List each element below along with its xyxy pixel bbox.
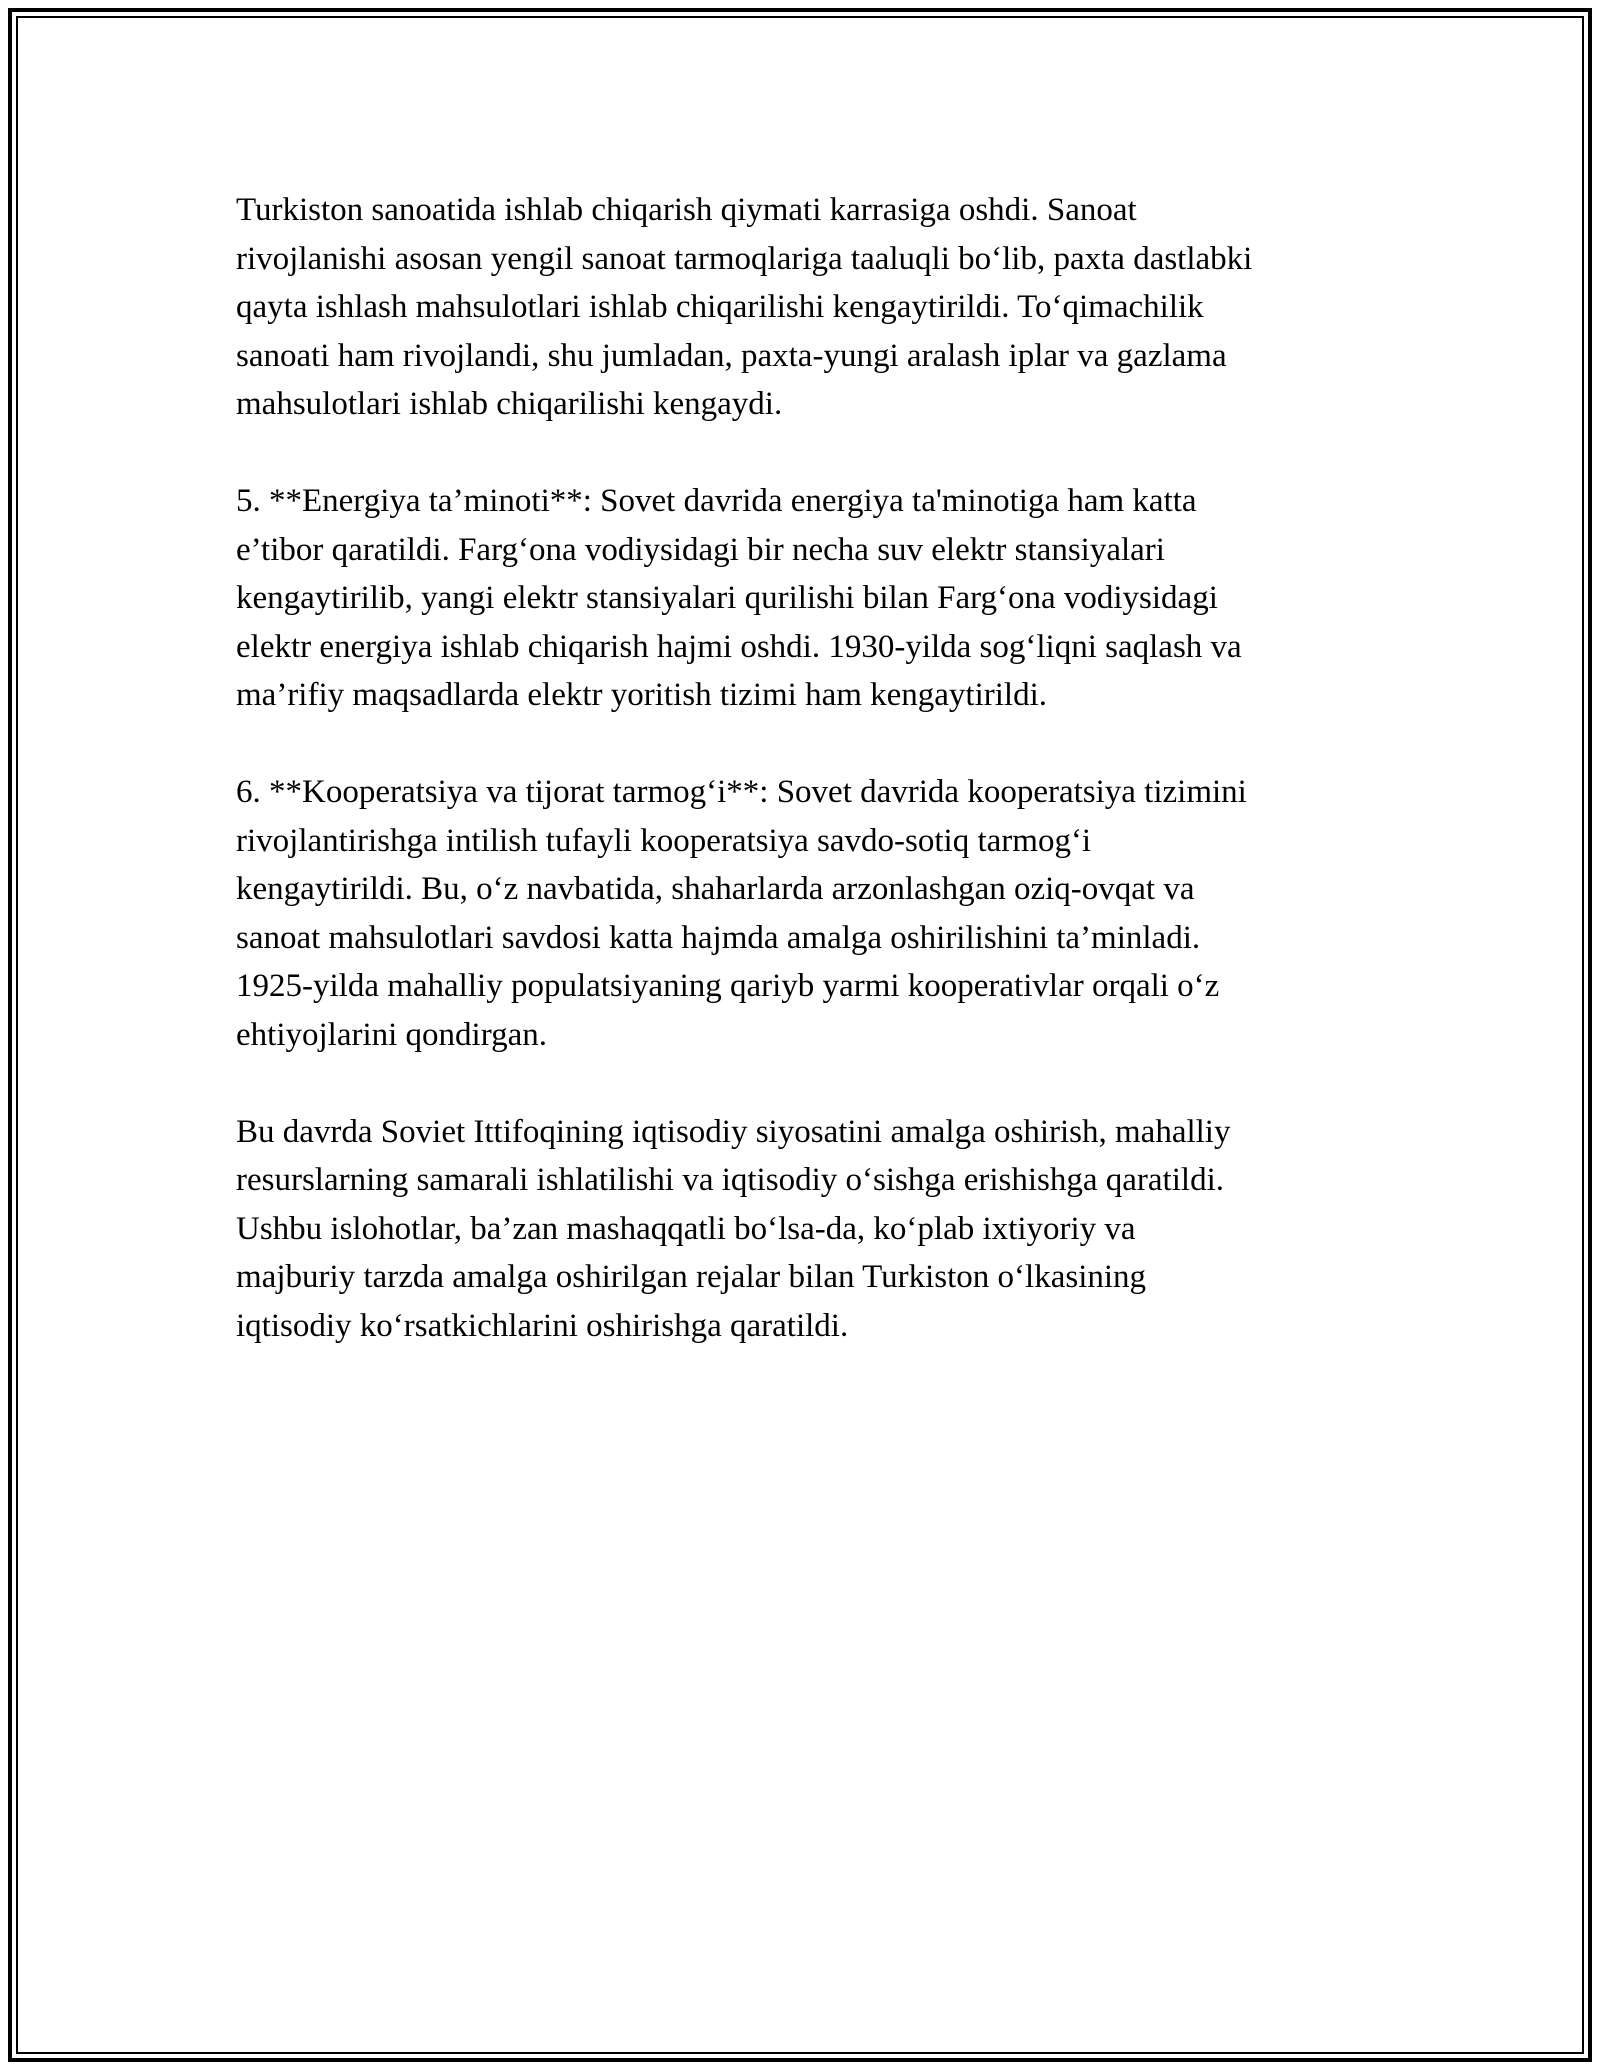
text-line: ehtiyojlarini qondirgan.	[236, 1016, 548, 1053]
text-line: elektr energiya ishlab chiqarish hajmi oshdi. 1930-yilda sog‘liqni saqlash va	[236, 628, 1242, 665]
text-line: iqtisodiy ko‘rsatkichlarini oshirishga qaratildi.	[236, 1307, 849, 1344]
text-line: e’tibor qaratildi. Farg‘ona vodiysidagi bir necha suv elektr stansiyalari	[236, 531, 1165, 568]
text-line: Turkiston sanoatida ishlab chiqarish qiymati karrasiga oshdi. Sanoat	[236, 192, 1137, 228]
text-line: 1925-yilda mahalliy populatsiyaning qariyb yarmi kooperativlar orqali o‘z	[236, 968, 1220, 1004]
text-line: 6. **Kooperatsiya va tijorat tarmog‘i**: Sovet davrida kooperatsiya tizimini	[236, 774, 1247, 810]
paragraph-industry	[236, 186, 1366, 429]
paragraph-cooperation	[236, 768, 1366, 1059]
text-line: sanoati ham rivojlandi, shu jumladan, paxta-yungi aralash iplar va gazlama	[236, 337, 1227, 374]
document-body	[236, 186, 1366, 1399]
text-line: mahsulotlari ishlab chiqarilishi kengaydi.	[236, 386, 783, 422]
text-line: rivojlantirishga intilish tufayli kooperatsiya savdo-sotiq tarmog‘i	[236, 822, 1092, 859]
text-line: Bu davrda Soviet Ittifoqining iqtisodiy siyosatini amalga oshirish, mahalliy	[236, 1113, 1231, 1150]
text-line: kengaytirilib, yangi elektr stansiyalari qurilishi bilan Farg‘ona vodiysidagi	[236, 580, 1218, 616]
text-line: Ushbu islohotlar, ba’zan mashaqqatli bo‘lsa-da, ko‘plab ixtiyoriy va	[236, 1210, 1136, 1247]
text-line: resurslarning samarali ishlatilishi va iqtisodiy o‘sishga erishishga qaratildi.	[236, 1162, 1224, 1198]
text-line: qayta ishlash mahsulotlari ishlab chiqarilishi kengaytirildi. To‘qimachilik	[236, 289, 1204, 325]
paragraph-energy	[236, 477, 1366, 720]
text-line: ma’rifiy maqsadlarda elektr yoritish tizimi ham kengaytirildi.	[236, 677, 1048, 713]
text-line: rivojlanishi asosan yengil sanoat tarmoqlariga taaluqli bo‘lib, paxta dastlabki	[236, 240, 1253, 277]
paragraph-conclusion	[236, 1108, 1366, 1351]
text-line: sanoat mahsulotlari savdosi katta hajmda amalga oshirilishini ta’minladi.	[236, 919, 1201, 956]
text-line: kengaytirildi. Bu, o‘z navbatida, shaharlarda arzonlashgan oziq-ovqat va	[236, 871, 1195, 907]
text-line: 5. **Energiya ta’minoti**: Sovet davrida energiya ta'minotiga ham katta	[236, 483, 1197, 519]
text-line: majburiy tarzda amalga oshirilgan rejalar bilan Turkiston o‘lkasining	[236, 1259, 1147, 1295]
